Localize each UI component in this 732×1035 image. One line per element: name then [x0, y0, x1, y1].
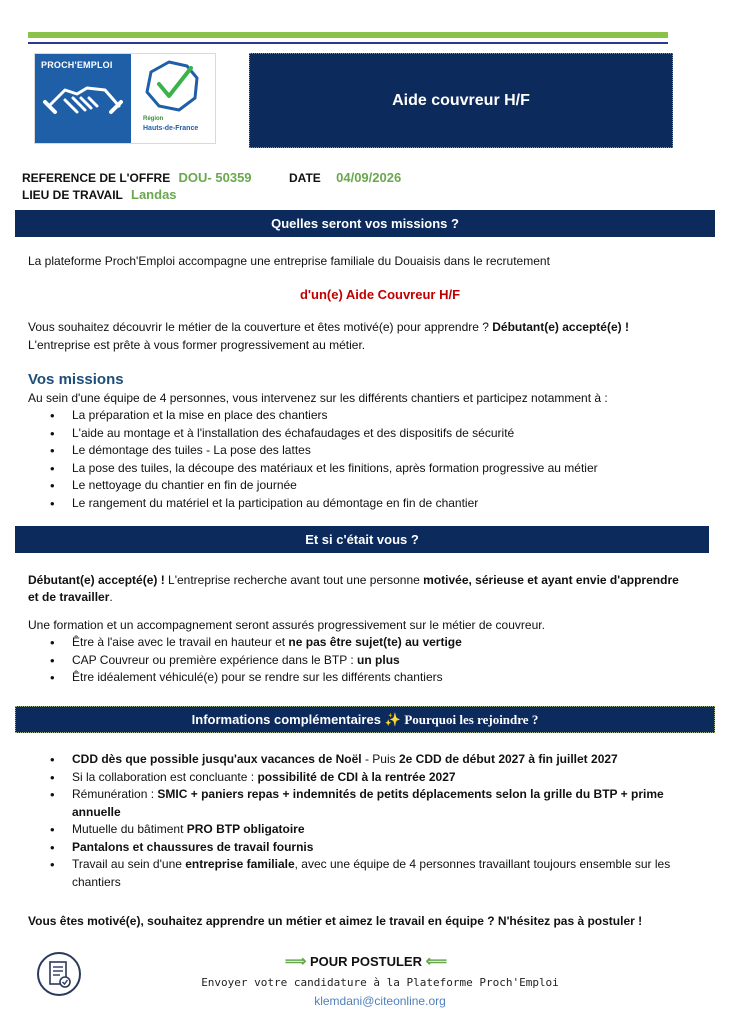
- list-item: • Le nettoyage du chantier en fin de journée: [28, 477, 718, 495]
- intro-text: La plateforme Proch'Emploi accompagne une entreprise familiale du Douaisis dans le recrutement: [28, 254, 550, 268]
- header-blue-line: [28, 42, 668, 44]
- profile-para: [28, 572, 728, 606]
- reference-row: [22, 170, 252, 185]
- list-item: [28, 856, 728, 891]
- list-item: [28, 751, 728, 769]
- item-text: Rémunération :: [72, 787, 158, 801]
- info-band-title: [192, 712, 539, 728]
- apply-instructions: Envoyer votre candidature à la Plateforme Proch'Emploi: [201, 976, 559, 989]
- debutant-accepte-2: Débutant(e) accepté(e) !: [28, 573, 165, 587]
- missions-list: [28, 407, 718, 512]
- item-bold: un plus: [357, 652, 400, 667]
- list-item: [28, 652, 718, 670]
- date-row: [289, 170, 401, 185]
- item-bold: possibilité de CDI à la rentrée 2027: [257, 769, 456, 784]
- item-bold: 2e CDD de début 2027 à fin juillet 2027: [398, 752, 618, 766]
- profile-qualities: motivée, sérieuse et ayant envie d'apprendre: [423, 573, 679, 587]
- list-item: [28, 786, 728, 821]
- region-label: Région: [143, 116, 164, 122]
- lieu-value: Landas: [131, 187, 177, 202]
- handshake-icon: [35, 54, 131, 143]
- arrow-left-icon: ⟸: [425, 953, 448, 970]
- proch-emploi-logo: [35, 54, 131, 143]
- list-item: [28, 769, 728, 787]
- closing-text: Vous êtes motivé(e), souhaitez apprendre un métier et aimez le travail en équipe ? N'hésitez pas à postuler !: [28, 914, 643, 928]
- item-text: chantiers: [72, 874, 121, 889]
- lieu-label: LIEU DE TRAVAIL: [22, 188, 123, 202]
- apply-heading: [0, 952, 732, 970]
- item-bold: entreprise familiale: [185, 857, 295, 871]
- header-green-line: [28, 32, 668, 38]
- logo-text: PROCH'EMPLOI: [41, 60, 113, 70]
- list-item: • L'aide au montage et à l'installation des échafaudages et des dispositifs de sécurité: [28, 425, 718, 443]
- region-logo: [135, 54, 215, 143]
- apply-heading-text: POUR POSTULER: [310, 954, 422, 969]
- missions-band-title: Quelles seront vos missions ?: [271, 216, 459, 231]
- list-item: [28, 821, 728, 839]
- reference-value: DOU- 50359: [178, 170, 252, 185]
- item-bold: Pantalons et chaussures de travail fournis: [72, 839, 314, 854]
- info-band: [15, 706, 715, 733]
- item-text: Mutuelle du bâtiment: [72, 822, 187, 836]
- job-title-box: [249, 53, 673, 148]
- profile-qualities-end: et de travailler: [28, 590, 110, 604]
- list-item: • Être idéalement véhiculé(e) pour se rendre sur les différents chantiers: [28, 669, 718, 687]
- item-bold: SMIC + paniers repas + indemnités de petits déplacements selon la grille du BTP + prime: [157, 787, 664, 801]
- item-text: , avec une équipe de 4 personnes travaillant toujours ensemble sur les: [294, 857, 671, 871]
- list-item: • Le démontage des tuiles - La pose des lattes: [28, 442, 718, 460]
- item-text: Si la collaboration est concluante :: [72, 769, 258, 784]
- item-text: Être à l'aise avec le travail en hauteur et: [72, 635, 289, 649]
- list-item: • La préparation et la mise en place des chantiers: [28, 407, 718, 425]
- para-training: L'entreprise est prête à vous former progressivement au métier.: [28, 338, 366, 352]
- date-label: DATE: [289, 171, 321, 185]
- region-map-icon: [135, 54, 215, 116]
- para-discover-text: Vous souhaitez découvrir le métier de la couverture et êtes motivé(e) pour apprendre ?: [28, 320, 493, 334]
- formation-para: Une formation et un accompagnement seront assurés progressivement sur le métier de couvreur.: [28, 618, 545, 632]
- profile-band: [15, 526, 709, 553]
- para-discover: [28, 319, 718, 336]
- item-bold: ne pas être sujet(te) au vertige: [288, 635, 462, 649]
- arrow-right-icon: ⟹: [284, 953, 307, 970]
- missions-intro: Au sein d'une équipe de 4 personnes, vous intervenez sur les différents chantiers et participez notamment à :: [28, 391, 608, 405]
- debutant-accepte: Débutant(e) accepté(e) !: [492, 320, 629, 334]
- logo-box: [34, 53, 216, 144]
- item-text: Travail au sein d'une: [72, 857, 186, 871]
- info-band-title-a: Informations complémentaires ✨: [191, 711, 405, 727]
- list-item: [28, 839, 728, 857]
- info-band-title-b: Pourquoi les rejoindre ?: [404, 711, 539, 727]
- missions-heading: Vos missions: [28, 371, 124, 388]
- list-item: • Le rangement du matériel et la participation au démontage en fin de chantier: [28, 495, 718, 513]
- profile-list: [28, 634, 718, 687]
- item-text: CAP Couvreur ou première expérience dans le BTP :: [72, 652, 358, 667]
- item-bold: PRO BTP obligatoire: [186, 822, 305, 836]
- region-name: Hauts-de-France: [143, 125, 199, 132]
- item-bold: CDD dès que possible jusqu'aux vacances de Noël: [72, 752, 362, 766]
- profile-period: .: [109, 590, 113, 604]
- item-text: - Puis: [361, 752, 399, 766]
- apply-email-link[interactable]: klemdani@citeonline.org: [314, 994, 446, 1008]
- job-title: Aide couvreur H/F: [392, 91, 530, 109]
- profile-text: L'entreprise recherche avant tout une personne: [164, 573, 424, 587]
- missions-band: [15, 210, 715, 237]
- profile-band-title: Et si c'était vous ?: [305, 532, 419, 547]
- list-item: • La pose des tuiles, la découpe des matériaux et les finitions, après formation progressive au métier: [28, 460, 718, 478]
- lieu-row: [22, 187, 177, 202]
- item-bold: annuelle: [72, 804, 121, 819]
- info-list: [28, 751, 728, 891]
- date-value: 04/09/2026: [336, 170, 402, 185]
- job-subtitle: d'un(e) Aide Couvreur H/F: [299, 287, 461, 302]
- list-item: [28, 634, 718, 652]
- reference-label: REFERENCE DE L'OFFRE: [22, 171, 171, 185]
